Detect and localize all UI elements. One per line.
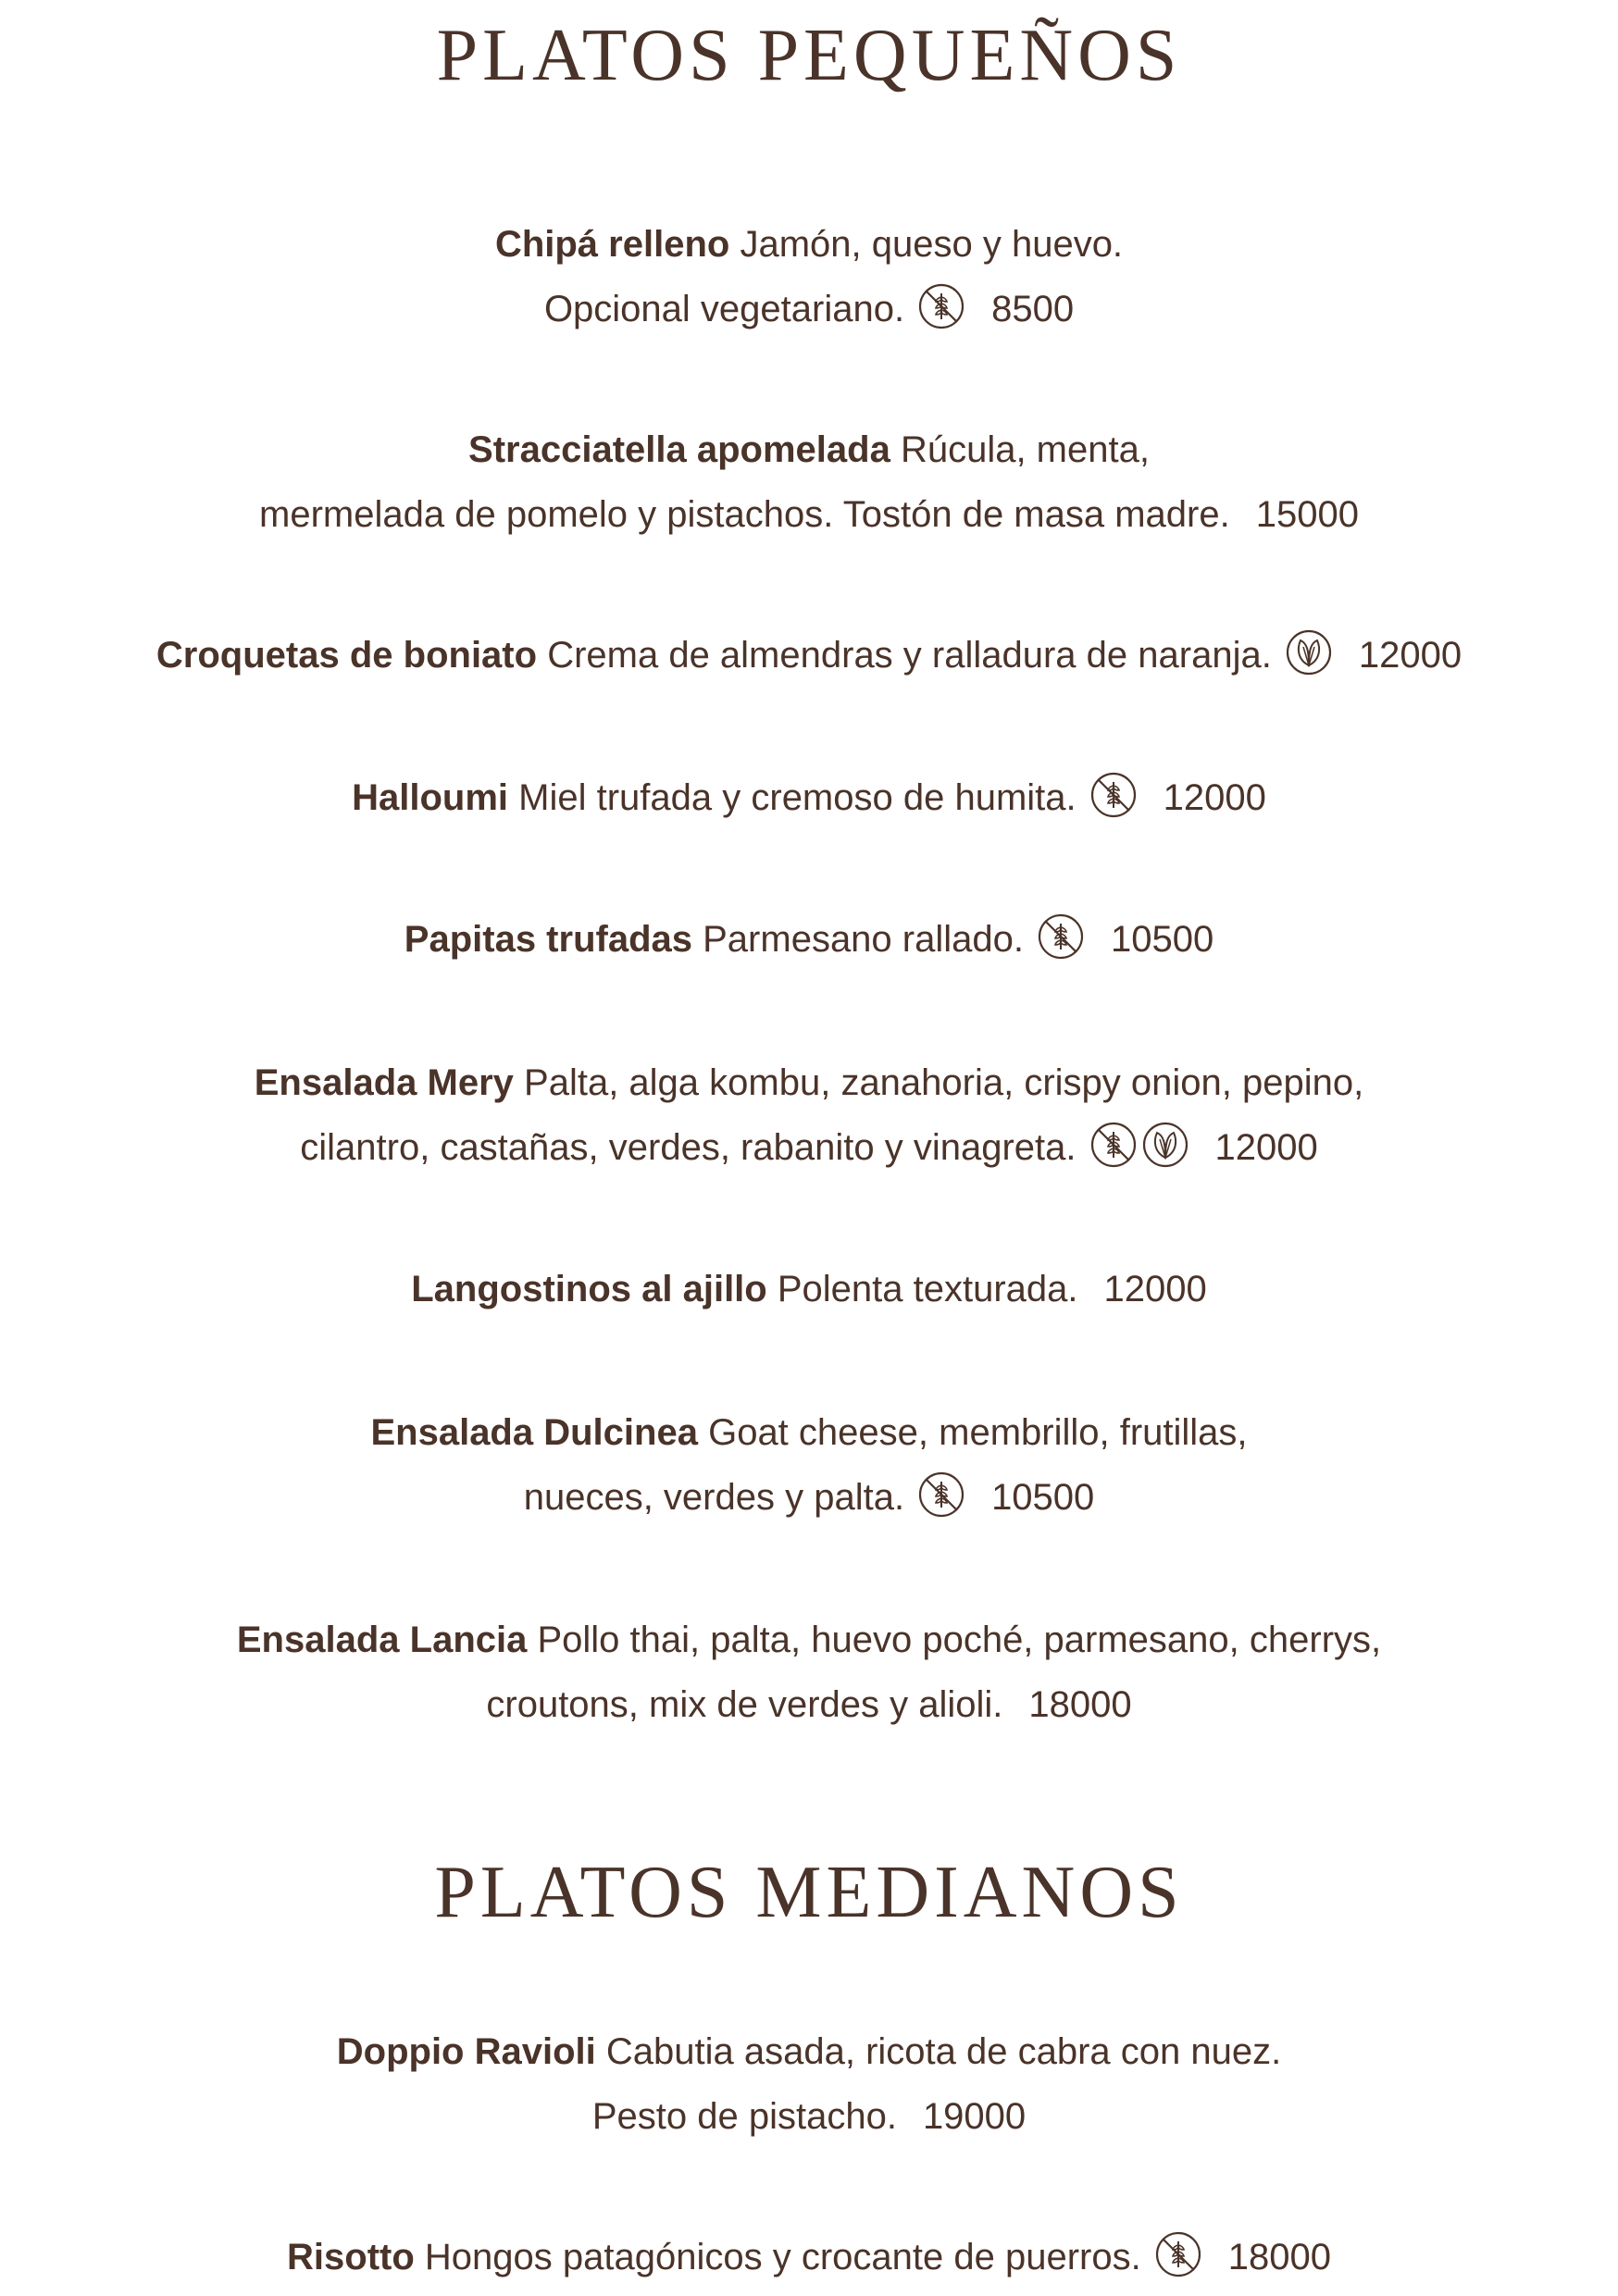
menu-item-chipa-relleno (0, 212, 1618, 341)
item-description: Pesto de pistacho. (591, 2096, 897, 2137)
menu-item-stracciatella-apomelada (0, 417, 1618, 547)
gluten-free-icon (1154, 2230, 1202, 2278)
item-description: Parmesano rallado. (703, 919, 1024, 960)
item-name: Risotto (287, 2237, 415, 2277)
menu-item-papitas-trufadas (0, 907, 1618, 972)
menu-item-langostinos-al-ajillo (0, 1257, 1618, 1322)
item-description: Rúcula, menta, (900, 429, 1150, 470)
item-name: Langostinos al ajillo (411, 1269, 767, 1309)
item-name: Papitas trufadas (404, 919, 692, 960)
item-description: mermelada de pomelo y pistachos. Tostón de masa madre. (259, 494, 1230, 535)
item-description: Polenta texturada. (777, 1269, 1078, 1309)
item-price: 19000 (922, 2096, 1027, 2137)
menu-item-croquetas-de-boniato (0, 623, 1618, 688)
item-description: Opcional vegetariano. (543, 289, 905, 329)
item-name: Doppio Ravioli (336, 2031, 596, 2072)
item-name: Croquetas de boniato (156, 635, 538, 676)
item-description: Goat cheese, membrillo, frutillas, (708, 1412, 1248, 1453)
vegan-leaf-icon (1141, 1121, 1189, 1169)
item-price: 12000 (1358, 635, 1462, 676)
item-price: 18000 (1028, 1684, 1132, 1725)
menu-item-ensalada-dulcinea (0, 1400, 1618, 1530)
menu-item-halloumi (0, 765, 1618, 830)
item-price: 12000 (1163, 777, 1266, 818)
item-description: Cabutia asada, ricota de cabra con nuez. (605, 2031, 1282, 2072)
section-title-platos-pequenos: PLATOS PEQUEÑOS (436, 15, 1182, 96)
item-name: Ensalada Lancia (236, 1620, 528, 1660)
item-name: Halloumi (352, 777, 509, 818)
item-description: cilantro, castañas, verdes, rabanito y vinagreta. (300, 1127, 1077, 1168)
item-description: Pollo thai, palta, huevo poché, parmesano, cherrys, (537, 1620, 1382, 1660)
menu-item-risotto (0, 2225, 1618, 2290)
menu-item-doppio-ravioli (0, 2019, 1618, 2149)
item-price: 15000 (1255, 494, 1359, 535)
gluten-free-icon (1037, 912, 1085, 961)
item-description: nueces, verdes y palta. (523, 1477, 905, 1518)
item-name: Stracciatella apomelada (468, 429, 890, 470)
item-description: Hongos patagónicos y crocante de puerros. (424, 2237, 1141, 2277)
item-description: croutons, mix de verdes y alioli. (486, 1684, 1003, 1725)
item-description: Miel trufada y cremoso de humita. (518, 777, 1077, 818)
item-price: 12000 (1214, 1127, 1318, 1168)
item-price: 10500 (1110, 919, 1214, 960)
menu-item-ensalada-mery (0, 1050, 1618, 1180)
item-price: 12000 (1103, 1269, 1207, 1309)
gluten-free-icon (1089, 771, 1138, 819)
item-price: 8500 (991, 289, 1075, 329)
gluten-free-icon (917, 282, 965, 330)
gluten-free-icon (1089, 1121, 1138, 1169)
menu-item-ensalada-lancia (0, 1607, 1618, 1737)
item-price: 10500 (991, 1477, 1095, 1518)
item-description: Palta, alga kombu, zanahoria, crispy onion, pepino, (524, 1062, 1364, 1103)
vegan-leaf-icon (1285, 628, 1333, 676)
item-name: Ensalada Mery (254, 1062, 514, 1103)
item-name: Ensalada Dulcinea (370, 1412, 698, 1453)
item-description: Jamón, queso y huevo. (740, 224, 1124, 265)
section-title-platos-medianos: PLATOS MEDIANOS (434, 1852, 1184, 1933)
item-name: Chipá relleno (494, 224, 730, 265)
item-price: 18000 (1227, 2237, 1331, 2277)
gluten-free-icon (917, 1471, 965, 1519)
item-description: Crema de almendras y ralladura de naranja. (547, 635, 1272, 676)
